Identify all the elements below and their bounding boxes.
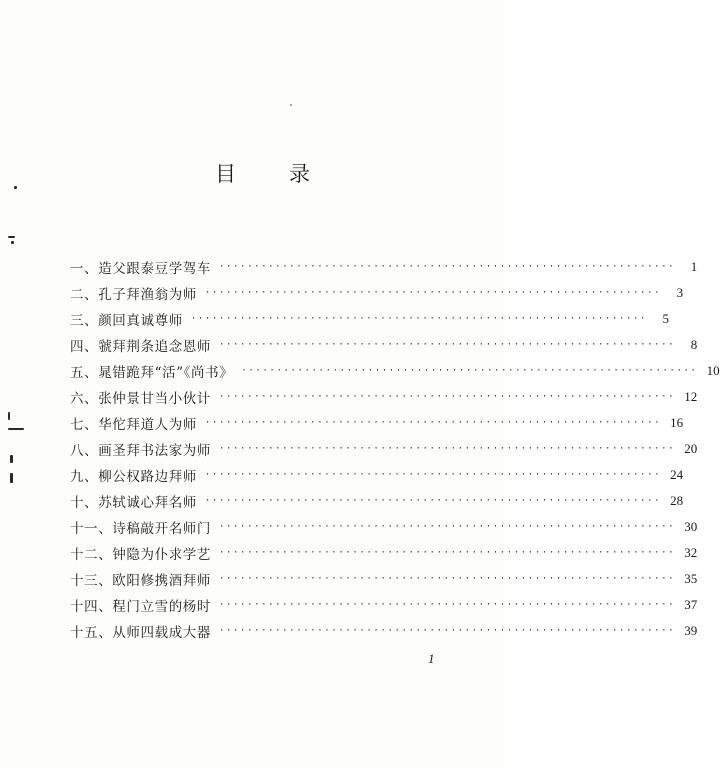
toc-entry-title: 九、柳公权路边拜师 <box>70 469 197 485</box>
toc-entry-page: 32 <box>684 545 698 560</box>
toc-entry-page: 24 <box>670 467 684 482</box>
dot-leader: ································································· <box>219 521 676 532</box>
dot-leader: ································································· <box>219 573 676 584</box>
toc-entry[interactable] <box>70 488 684 514</box>
page-number: 1 <box>428 651 435 666</box>
toc-entry-page: 37 <box>684 597 698 612</box>
toc-entry[interactable] <box>70 592 698 618</box>
toc-entry-title: 一、造父跟泰豆学驾车 <box>70 261 211 277</box>
toc-entry-page: 30 <box>684 519 698 534</box>
toc-entry-title: 五、晁错跪拜“活”《尚书》 <box>70 365 234 381</box>
toc-entry[interactable] <box>70 618 698 644</box>
toc-entry-title: 十二、钟隐为仆求学艺 <box>70 547 211 563</box>
toc-entry[interactable] <box>70 358 720 384</box>
dot-leader: ································································· <box>219 443 676 454</box>
dot-leader: ································································· <box>190 313 648 324</box>
toc-entry-title: 八、画圣拜书法家为师 <box>70 443 211 459</box>
scan-speck <box>10 455 13 463</box>
toc-entry-title: 十、苏轼诚心拜名师 <box>70 495 197 511</box>
scan-speck <box>11 241 14 244</box>
dot-leader: ································································· <box>219 599 676 610</box>
toc-entry-title: 十一、诗稿敲开名师门 <box>70 521 211 537</box>
toc-entry-page: 5 <box>662 311 670 326</box>
scan-speck <box>14 186 17 189</box>
toc-entry-page: 8 <box>690 337 698 352</box>
scan-speck <box>8 236 15 238</box>
toc-entry[interactable] <box>70 514 698 540</box>
page-title <box>215 158 310 188</box>
dot-leader: ································································· <box>204 469 662 480</box>
toc-entry-title: 十三、欧阳修携酒拜师 <box>70 573 211 589</box>
dot-leader: ································································· <box>219 391 676 402</box>
dot-leader: ································································· <box>204 495 662 506</box>
toc-entry-page: 3 <box>676 285 684 300</box>
toc-entry-title: 四、虢拜荆条追念恩师 <box>70 339 211 355</box>
toc-entry[interactable] <box>70 462 684 488</box>
toc-entry-page: 1 <box>690 259 698 274</box>
toc-entry-page: 20 <box>684 441 698 456</box>
toc-entry-page: 28 <box>670 493 684 508</box>
toc-entry[interactable] <box>70 332 698 358</box>
scan-speck <box>8 412 10 420</box>
dot-leader: ································································· <box>219 547 676 558</box>
toc-entry-title: 六、张仲景甘当小伙计 <box>70 391 211 407</box>
dot-leader: ································································· <box>204 287 662 298</box>
dot-leader: ································································· <box>219 261 676 272</box>
toc-entry[interactable] <box>70 306 670 332</box>
scan-speck <box>290 104 292 106</box>
dot-leader: ································································· <box>204 417 662 428</box>
toc-entry-title: 十五、从师四载成大器 <box>70 625 211 641</box>
toc-entry-page: 12 <box>684 389 698 404</box>
toc-entry-page: 39 <box>684 623 698 638</box>
toc-entry[interactable] <box>70 436 698 462</box>
title-char-1: 目 <box>215 162 236 186</box>
toc-entry-title: 七、华佗拜道人为师 <box>70 417 197 433</box>
table-of-contents <box>70 254 720 644</box>
toc-entry[interactable] <box>70 254 698 280</box>
toc-entry-page: 16 <box>670 415 684 430</box>
toc-entry[interactable] <box>70 540 698 566</box>
toc-entry-page: 35 <box>684 571 698 586</box>
toc-entry[interactable] <box>70 566 698 592</box>
toc-entry-title: 十四、程门立雪的杨时 <box>70 599 211 615</box>
dot-leader: ································································· <box>219 625 676 636</box>
toc-entry[interactable] <box>70 384 698 410</box>
scan-speck <box>10 473 13 483</box>
scan-speck <box>8 428 24 430</box>
toc-entry[interactable] <box>70 280 684 306</box>
dot-leader: ································································· <box>219 339 676 350</box>
toc-entry-page: 10 <box>706 363 720 378</box>
dot-leader: ································································· <box>241 365 698 376</box>
title-char-2: 录 <box>289 162 310 186</box>
toc-entry-title: 三、颜回真诚尊师 <box>70 313 183 329</box>
toc-entry[interactable] <box>70 410 684 436</box>
toc-entry-title: 二、孔子拜渔翁为师 <box>70 287 197 303</box>
